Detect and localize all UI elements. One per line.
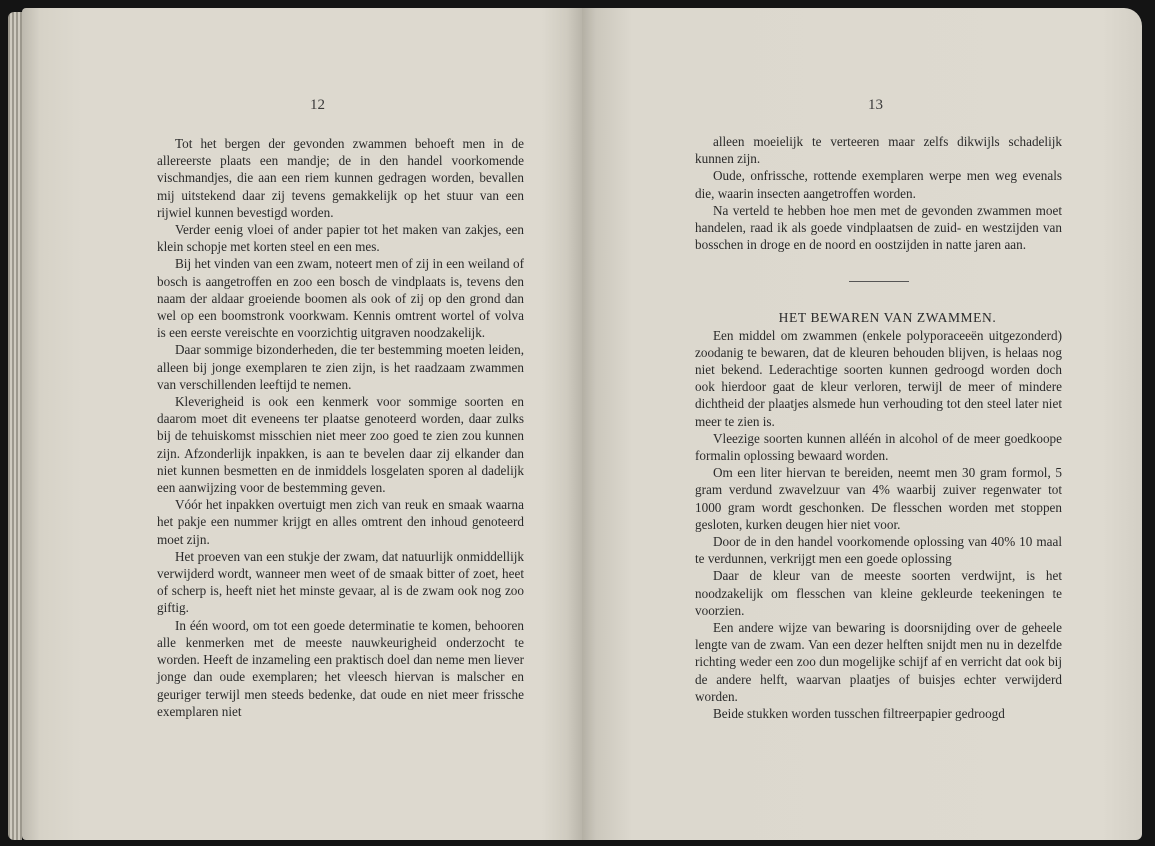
paragraph: Beide stukken worden tusschen filtreerpapier gedroogd <box>713 706 1005 722</box>
right-page-body <box>695 133 1062 722</box>
paragraph: Verder eenig vloei of ander papier tot het maken van zakjes, een klein schopje met korten steel en een mes. <box>157 222 524 255</box>
paragraph: Vleezige soorten kunnen alléén in alcohol of de meer goedkoope formalin oplossing bewaard worden. <box>695 430 1062 464</box>
left-page-body <box>157 135 524 720</box>
right-page <box>582 8 1142 840</box>
left-page <box>22 8 582 840</box>
paragraph: alleen moeielijk te verteeren maar zelfs dikwijls schadelijk kunnen zijn. <box>695 134 1062 167</box>
paragraph: Vóór het inpakken overtuigt men zich van reuk en smaak waarna het pakje een nummer krijgt en alles omtrent den inhoud genoteerd moet zijn. <box>157 497 524 547</box>
paragraph: Oude, onfrissche, rottende exemplaren werpe men weg evenals die, waarin insecten aangetroffen worden. <box>695 168 1062 201</box>
paragraph: Daar sommige bizonderheden, die ter bestemming moeten leiden, alleen bij jonge exemplaren te zien zijn, is het raadzaam zwammen van verschillenden leeftijd te nemen. <box>157 342 524 392</box>
section-heading: HET BEWAREN VAN ZWAMMEN. <box>778 310 997 326</box>
paragraph: Een andere wijze van bewaring is doorsnijding over de geheele lengte van de zwam. Van een dezer helften snijdt men nu in dezelfde richting weder een zoo dun mogelijke schijf af en verricht dat ook bij de andere helft, waarvan plaatjes of buisjes echter verwijderd worden. <box>695 620 1062 704</box>
page-number-right: 13 <box>868 97 883 113</box>
paragraph: Kleverigheid is ook een kenmerk voor sommige soorten en daarom moet dit eveneens ter plaatse genoteerd worden, daar zulks bij de tehuiskomst misschien niet meer zoo goed te zien zou kunnen zijn. Afzonderlijk inpakken, is aan te bevelen daar zij elkander dan niet kunnen besmetten en de inmiddels losgelaten sporen al dadelijk een aanwijzing voor de bestemming geven. <box>157 394 524 496</box>
paragraph: Om een liter hiervan te bereiden, neemt men 30 gram formol, 5 gram verdund zwavelzuur van 4% waarbij zuiver regenwater tot 1000 gram wordt geschonken. De flesschen worden met stoppen gesloten, kurken deugen hier niet voor. <box>695 465 1062 532</box>
page-edges <box>8 12 22 840</box>
paragraph: Na verteld te hebben hoe men met de gevonden zwammen moet handelen, raad ik als goede vindplaatsen de zuid- en westzijden van bosschen in droge en de noord en oostzijden in natte jaren aan. <box>695 202 1062 253</box>
open-book <box>22 8 1142 840</box>
section-divider <box>849 281 909 282</box>
paragraph: Een middel om zwammen (enkele polyporaceeën uitgezonderd) zoodanig te bewaren, dat de kleuren behouden blijven, is helaas nog niet bekend. Lederachtige soorten kunnen gedroogd worden doch ook hierdoor gaat de kleur verloren, terwijl de meer of mindere dichtheid der plaatjes alsmede hun verhouding tot den steel later niet meer te zien is. <box>695 327 1062 429</box>
paragraph: Het proeven van een stukje der zwam, dat natuurlijk onmiddellijk verwijderd wordt, wanneer men weet of de smaak bitter of zoet, heet of scherp is, heeft niet het minste gevaar, al is de zwam ook nog zoo giftig. <box>157 548 524 616</box>
paragraph: Tot het bergen der gevonden zwammen behoeft men in de allereerste plaats een mandje; de in den handel voorkomende vischmandjes, die aan een riem kunnen gedragen worden, bevallen mij uitstekend daar zij tevens gemakkelijk op het stuur van een rijwiel kunnen bevestigd worden. <box>157 136 524 220</box>
paragraph: Door de in den handel voorkomende oplossing van 40% 10 maal te verdunnen, verkrijgt men een goede oplossing <box>695 534 1062 567</box>
page-number-left: 12 <box>310 97 325 113</box>
paragraph: Bij het vinden van een zwam, noteert men of zij in een weiland of bosch is aangetroffen en zoo een bosch de vindplaats is, tevens den naam der aldaar groeiende boomen als ook of zij op den grond dan wel op een boomstronk voorkwam. Kennis omtrent wortel of volva is een eerste vereischte en voorzichtig uitgraven noodzakelijk. <box>157 256 524 341</box>
paragraph: Daar de kleur van de meeste soorten verdwijnt, is het noodzakelijk om flesschen van kleine gekleurde teekeningen te voorzien. <box>695 568 1062 618</box>
paragraph: In één woord, om tot een goede determinatie te komen, behooren alle kenmerken met de meeste nauwkeurigheid onderzocht te worden. Heeft de inzameling een praktisch doel dan neme men liever jonge dan oude exemplaren; het vleesch hiervan is malscher en geuriger terwijl men steeds bedenke, dat oude en niet meer frissche exemplaren niet <box>157 617 524 719</box>
